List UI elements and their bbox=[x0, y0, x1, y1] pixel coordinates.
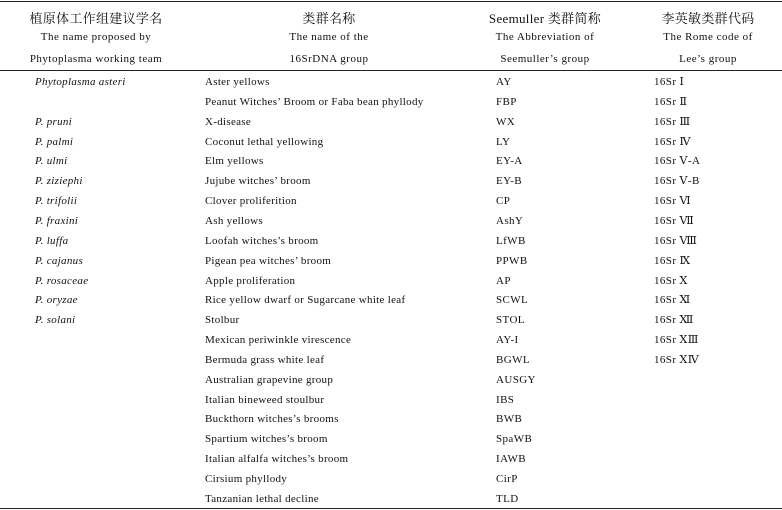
cell-group-name: Rice yellow dwarf or Sugarcane white leaf bbox=[205, 294, 406, 307]
cell-group-name: X-disease bbox=[205, 115, 252, 128]
table-row bbox=[0, 310, 782, 330]
table-row bbox=[0, 171, 782, 191]
cell-abbreviation: EY-A bbox=[496, 155, 523, 168]
table-row bbox=[0, 469, 782, 489]
cell-species: P. cajanus bbox=[35, 254, 84, 267]
cell-species: Phytoplasma asteri bbox=[35, 76, 126, 88]
cell-abbreviation: CP bbox=[496, 195, 511, 208]
table-row bbox=[0, 350, 782, 370]
table-row bbox=[0, 390, 782, 410]
cell-group-name: Loofah witches’s broom bbox=[205, 234, 319, 247]
cell-group-name: Peanut Witches’ Broom or Faba bean phyllody bbox=[205, 95, 424, 108]
cell-group-name: Stolbur bbox=[205, 314, 240, 327]
header-en-line1: The Abbreviation of bbox=[495, 31, 595, 43]
header-zh: Seemuller 类群简称 bbox=[488, 11, 602, 26]
cell-group-name: Spartium witches’s broom bbox=[205, 433, 328, 446]
cell-species: P. fraxini bbox=[35, 214, 79, 227]
header-en-line2: Seemuller’s group bbox=[500, 53, 590, 65]
table-row bbox=[0, 211, 782, 231]
cell-species: P. ziziephi bbox=[35, 175, 83, 188]
cell-rome-code: 16Sr Ⅴ-A bbox=[654, 155, 701, 168]
cell-rome-code: 16Sr ⅩⅢ bbox=[654, 334, 699, 347]
cell-group-name: Buckthorn witches’s brooms bbox=[205, 413, 339, 426]
cell-group-name: Australian grapevine group bbox=[205, 373, 334, 386]
cell-species: P. oryzae bbox=[35, 294, 78, 307]
cell-group-name: Cirsium phyllody bbox=[205, 473, 288, 485]
table-row bbox=[0, 429, 782, 449]
cell-abbreviation: EY-B bbox=[496, 175, 523, 188]
table-row bbox=[0, 409, 782, 429]
cell-abbreviation: AUSGY bbox=[496, 373, 536, 386]
table-row bbox=[0, 151, 782, 171]
table-row bbox=[0, 112, 782, 132]
cell-rome-code: 16Sr Ⅺ bbox=[654, 294, 691, 307]
table-bottom-rule bbox=[0, 508, 782, 509]
cell-species: P. palmi bbox=[35, 135, 74, 148]
cell-group-name: Aster yellows bbox=[205, 76, 270, 88]
cell-abbreviation: SpaWB bbox=[496, 433, 533, 446]
cell-abbreviation: WX bbox=[496, 115, 516, 128]
cell-rome-code: 16Sr Ⅴ-B bbox=[654, 175, 700, 188]
cell-rome-code: 16Sr Ⅳ bbox=[654, 135, 691, 148]
cell-rome-code: 16Sr Ⅶ bbox=[654, 214, 695, 227]
cell-group-name: Elm yellows bbox=[205, 155, 264, 168]
column-header-seemuller-abbr bbox=[478, 0, 612, 70]
header-bottom-rule bbox=[0, 70, 782, 71]
cell-species: P. ulmi bbox=[35, 155, 68, 168]
cell-abbreviation: LfWB bbox=[496, 234, 526, 247]
cell-group-name: Jujube witches’ broom bbox=[205, 175, 311, 188]
table-row bbox=[0, 251, 782, 271]
column-header-group-name bbox=[234, 0, 424, 70]
cell-abbreviation: TLD bbox=[496, 492, 519, 505]
table-row bbox=[0, 271, 782, 291]
cell-abbreviation: BGWL bbox=[496, 353, 530, 366]
cell-group-name: Coconut lethal yellowing bbox=[205, 135, 324, 148]
cell-abbreviation: CirP bbox=[496, 473, 518, 485]
cell-group-name: Mexican periwinkle virescence bbox=[205, 334, 352, 347]
table-row bbox=[0, 449, 782, 469]
cell-group-name: Italian alfalfa witches’s broom bbox=[205, 453, 349, 466]
cell-abbreviation: SCWL bbox=[496, 294, 529, 307]
cell-abbreviation: LY bbox=[496, 135, 511, 148]
header-en-line1: The Rome code of bbox=[663, 31, 753, 43]
header-en-line1: The name proposed by bbox=[40, 31, 152, 43]
cell-rome-code: 16Sr Ⅷ bbox=[654, 234, 698, 247]
table-row bbox=[0, 92, 782, 112]
cell-species: P. luffa bbox=[35, 234, 69, 247]
cell-species: P. trifolii bbox=[35, 195, 78, 208]
table-row bbox=[0, 72, 782, 92]
cell-abbreviation: IBS bbox=[496, 393, 515, 406]
cell-rome-code: 16Sr Ⅰ bbox=[654, 76, 685, 88]
cell-rome-code: 16Sr Ⅹ bbox=[654, 274, 688, 287]
cell-abbreviation: AY-I bbox=[496, 334, 519, 347]
table-row bbox=[0, 370, 782, 390]
cell-abbreviation: AP bbox=[496, 274, 511, 287]
cell-rome-code: 16Sr Ⅻ bbox=[654, 314, 694, 327]
table-row bbox=[0, 489, 782, 509]
cell-abbreviation: AshY bbox=[496, 214, 524, 227]
cell-abbreviation: IAWB bbox=[496, 453, 527, 466]
cell-group-name: Bermuda grass white leaf bbox=[205, 353, 325, 366]
header-zh: 李英敏类群代码 bbox=[661, 11, 755, 26]
header-zh: 类群名称 bbox=[302, 11, 356, 26]
cell-rome-code: 16Sr Ⅸ bbox=[654, 254, 691, 267]
cell-group-name: Clover proliferition bbox=[205, 195, 297, 208]
cell-rome-code: 16Sr Ⅲ bbox=[654, 115, 691, 128]
column-header-lee-code bbox=[638, 0, 778, 70]
table-row bbox=[0, 290, 782, 310]
cell-group-name: Apple proliferation bbox=[205, 274, 296, 287]
cell-species: P. pruni bbox=[35, 115, 73, 128]
cell-rome-code: 16Sr Ⅱ bbox=[654, 95, 688, 108]
header-zh: 植原体工作组建议学名 bbox=[29, 11, 163, 26]
table-row bbox=[0, 330, 782, 350]
header-en-line2: Lee’s group bbox=[679, 53, 737, 65]
header-en-line2: Phytoplasma working team bbox=[29, 53, 163, 65]
cell-species: P. solani bbox=[35, 314, 76, 327]
cell-rome-code: 16Sr ⅩⅣ bbox=[654, 353, 700, 366]
cell-group-name: Tanzanian lethal decline bbox=[205, 492, 319, 505]
cell-group-name: Ash yellows bbox=[205, 214, 263, 227]
cell-rome-code: 16Sr Ⅵ bbox=[654, 195, 691, 208]
cell-group-name: Pigean pea witches’ broom bbox=[205, 254, 332, 267]
cell-abbreviation: BWB bbox=[496, 413, 523, 426]
table-row bbox=[0, 191, 782, 211]
cell-group-name: Italian bineweed stoulbur bbox=[205, 393, 325, 406]
cell-abbreviation: PPWB bbox=[496, 254, 528, 267]
table-row bbox=[0, 231, 782, 251]
cell-abbreviation: AY bbox=[496, 76, 512, 88]
header-en-line1: The name of the bbox=[289, 31, 369, 43]
cell-abbreviation: STOL bbox=[496, 314, 525, 327]
column-header-proposed-name bbox=[8, 0, 184, 70]
cell-abbreviation: FBP bbox=[496, 95, 517, 108]
header-en-line2: 16SrDNA group bbox=[289, 53, 369, 65]
table-row bbox=[0, 132, 782, 152]
cell-species: P. rosaceae bbox=[35, 274, 89, 287]
